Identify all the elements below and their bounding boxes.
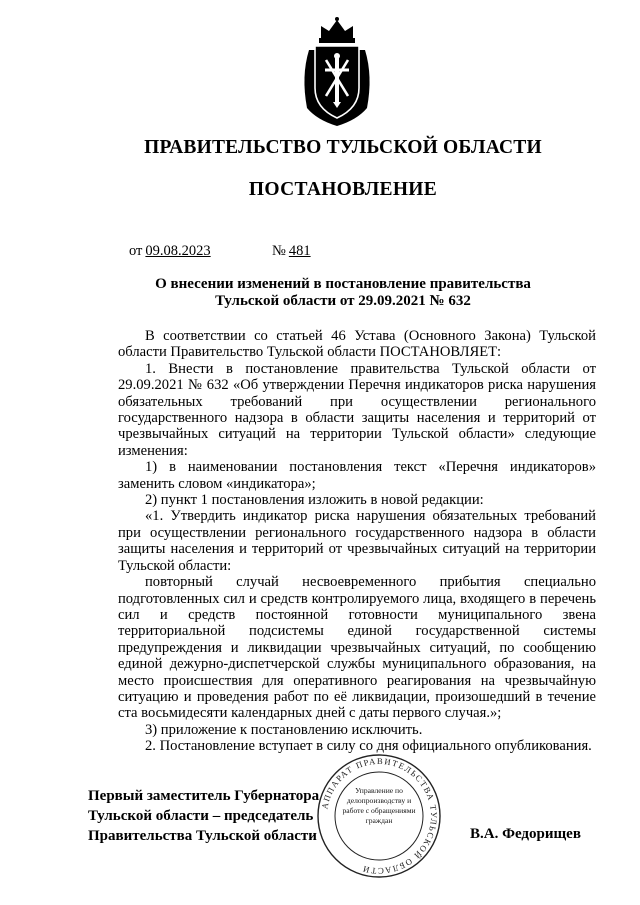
tula-coat-of-arms-icon: [297, 16, 377, 128]
body-paragraph: 2. Постановление вступает в силу со дня официального опубликования.: [145, 738, 592, 755]
signatory-name: В.А. Федорищев: [470, 826, 581, 842]
document-date: [129, 243, 211, 260]
number-value: 481: [288, 243, 311, 259]
stamp-ring-text: АППАРАТ ПРАВИТЕЛЬСТВА ТУЛЬСКОЙ ОБЛАСТИ: [319, 755, 440, 877]
document-type: ПОСТАНОВЛЕНИЕ: [248, 179, 438, 200]
date-label: от: [129, 243, 143, 259]
document-body: [118, 328, 596, 755]
subject-line: О внесении изменений в постановление правительства: [155, 276, 531, 292]
body-paragraph: 2) пункт 1 постановления изложить в новой редакции:: [145, 492, 484, 509]
signatory-line: Правительства Тульской области: [88, 828, 317, 844]
signatory-position: [88, 786, 319, 846]
date-value: 09.08.2023: [145, 243, 211, 259]
number-label: №: [272, 243, 286, 259]
body-paragraph: В соответствии со статьей 46 Устава (Основного Закона) Тульской области Правительство Тульской области ПОСТАНОВЛЯЕТ:: [118, 328, 596, 361]
body-paragraph: 1) в наименовании постановления текст «Перечня индикаторов» заменить словом «индикатора»;: [118, 459, 596, 492]
body-paragraph: 3) приложение к постановлению исключить.: [145, 721, 423, 738]
document-number: [272, 243, 311, 260]
body-paragraph: «1. Утвердить индикатор риска нарушения обязательных требований при осуществлении регионального государственного надзора в области защиты населения и территорий от чрезвычайных ситуаций на территории Тульской области:: [118, 508, 596, 574]
document-subject: [90, 276, 596, 310]
body-paragraph: 1. Внести в постановление правительства Тульской области от 29.09.2021 № 632 «Об утверждении Перечня индикаторов риска нарушения обязательных требований при осуществлении регионального государственного надзора в области защиты населения и территорий от чрезвычайных ситуаций на территории Тульской области» следующие изменения:: [118, 360, 596, 459]
signatory-line: Первый заместитель Губернатора: [88, 788, 320, 804]
signatory-line: Тульской области – председатель: [88, 808, 314, 824]
government-title: ПРАВИТЕЛЬСТВО ТУЛЬСКОЙ ОБЛАСТИ: [144, 137, 542, 158]
body-paragraph: повторный случай несвоевременного прибытия специально подготовленных сил и средств контролируемого лица, входящего в перечень сил и средств постоянной готовности муниципального звена территориальной подсистемы единой государственной системы предупреждения и ликвидации чрезвычайных ситуаций, по сообщению единой дежурно-диспетчерской службы муниципального образования, на место происшествия для оперативного реагирования на чрезвычайную ситуацию и проведения работ по её ликвидации, произошедший в течение ста восьмидесяти календарных дней с даты первого случая.»;: [118, 574, 596, 722]
subject-line: Тульской области от 29.09.2021 № 632: [215, 293, 471, 309]
stamp-inner-text: Управление по делопроизводству и работе с обращениями граждан: [342, 786, 416, 825]
